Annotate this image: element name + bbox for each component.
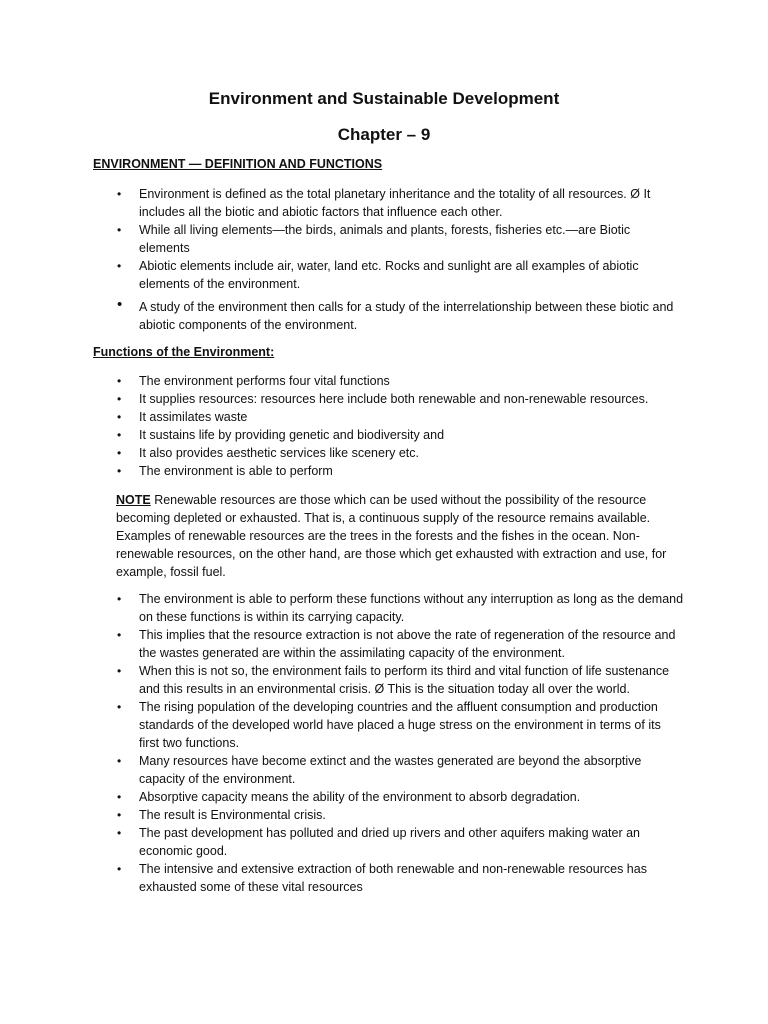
functions-list bbox=[0, 372, 768, 480]
bullet-icon: • bbox=[117, 862, 122, 876]
note-text: Renewable resources are those which can be used without the possibility of the resource becoming depleted or exhausted. That is, a continuous supply of the resource remains available. Examples of renewable resources are the trees in the forests and the fishes in the ocean. Non-renewable resources, on the other hand, are those which get exhausted with extraction and use, for example, fossil fuel. bbox=[116, 493, 667, 579]
list-item bbox=[0, 185, 768, 221]
bullet-icon: • bbox=[117, 826, 122, 840]
list-item bbox=[0, 390, 768, 408]
bullet-icon: • bbox=[117, 664, 122, 678]
bullet-icon: • bbox=[117, 790, 122, 804]
note-label: NOTE bbox=[116, 493, 151, 507]
list-item-text: It assimilates waste bbox=[139, 410, 248, 424]
bullet-icon: • bbox=[117, 392, 122, 406]
list-item-text: A study of the environment then calls for a study of the interrelationship between these biotic and abiotic components of the environment. bbox=[139, 300, 674, 332]
note-paragraph bbox=[116, 491, 682, 581]
list-item bbox=[0, 257, 768, 293]
list-item bbox=[0, 462, 768, 480]
list-item bbox=[0, 590, 768, 626]
list-item bbox=[0, 752, 768, 788]
list-item-text: The environment performs four vital functions bbox=[139, 374, 390, 388]
list-item-text: Environment is defined as the total planetary inheritance and the totality of all resources. Ø It includes all the biotic and abiotic factors that influence each other. bbox=[139, 187, 651, 219]
bullet-icon: • bbox=[117, 410, 122, 424]
bullet-icon: • bbox=[117, 808, 122, 822]
bullet-icon: • bbox=[117, 592, 122, 606]
list-item-text: It sustains life by providing genetic and biodiversity and bbox=[139, 428, 445, 442]
list-item-text: Many resources have become extinct and the wastes generated are beyond the absorptive capacity of the environment. bbox=[139, 754, 642, 786]
section-heading-definition: ENVIRONMENT — DEFINITION AND FUNCTIONS bbox=[93, 157, 383, 171]
list-item bbox=[0, 662, 768, 698]
list-item-text: The rising population of the developing countries and the affluent consumption and production standards of the developed world have placed a huge stress on the environment in terms of its first two functions. bbox=[139, 700, 661, 750]
document-title: Environment and Sustainable Development bbox=[208, 89, 560, 108]
list-item bbox=[0, 372, 768, 390]
list-item-text: While all living elements—the birds, animals and plants, forests, fisheries etc.—are Biotic elements bbox=[139, 223, 631, 255]
bullet-icon: • bbox=[117, 374, 122, 388]
list-item-text: The result is Environmental crisis. bbox=[139, 808, 326, 822]
list-item-text: The environment is able to perform bbox=[139, 464, 333, 478]
bullet-icon: • bbox=[117, 223, 122, 237]
chapter-title: Chapter – 9 bbox=[337, 125, 431, 144]
list-item bbox=[0, 806, 768, 824]
bullet-icon: • bbox=[117, 428, 122, 442]
list-item-text: When this is not so, the environment fails to perform its third and vital function of life sustenance and this results in an environmental crisis. Ø This is the situation today all over the world. bbox=[139, 664, 670, 696]
bullet-icon: • bbox=[117, 259, 122, 273]
list-item bbox=[0, 221, 768, 257]
list-item-text: Absorptive capacity means the ability of the environment to absorb degradation. bbox=[139, 790, 581, 804]
list-item bbox=[0, 824, 768, 860]
list-item-text: The intensive and extensive extraction of both renewable and non-renewable resources has exhausted some of these vital resources bbox=[139, 862, 647, 894]
list-item bbox=[0, 626, 768, 662]
bullet-icon: • bbox=[117, 700, 122, 714]
list-item-text: The environment is able to perform these functions without any interruption as long as the demand on these functions is within its carrying capacity. bbox=[139, 592, 684, 624]
list-item-text: Abiotic elements include air, water, land etc. Rocks and sunlight are all examples of abiotic elements of the environment. bbox=[139, 259, 639, 291]
list-item bbox=[0, 788, 768, 806]
list-item bbox=[0, 298, 768, 334]
bullet-icon: • bbox=[117, 296, 123, 313]
list-item-text: The past development has polluted and dried up rivers and other aquifers making water an economic good. bbox=[139, 826, 640, 858]
list-item bbox=[0, 408, 768, 426]
bullet-icon: • bbox=[117, 628, 122, 642]
definition-list bbox=[0, 185, 768, 334]
list-item bbox=[0, 444, 768, 462]
list-item-text: It also provides aesthetic services like scenery etc. bbox=[139, 446, 419, 460]
section-heading-functions: Functions of the Environment: bbox=[93, 345, 275, 359]
bullet-icon: • bbox=[117, 446, 122, 460]
list-item-text: It supplies resources: resources here include both renewable and non-renewable resources. bbox=[139, 392, 649, 406]
carrying-capacity-list bbox=[0, 590, 768, 896]
list-item-text: This implies that the resource extraction is not above the rate of regeneration of the resource and the wastes generated are within the assimilating capacity of the environment. bbox=[139, 628, 676, 660]
list-item bbox=[0, 860, 768, 896]
bullet-icon: • bbox=[117, 754, 122, 768]
list-item bbox=[0, 426, 768, 444]
bullet-icon: • bbox=[117, 464, 122, 478]
bullet-icon: • bbox=[117, 187, 122, 201]
list-item bbox=[0, 698, 768, 752]
